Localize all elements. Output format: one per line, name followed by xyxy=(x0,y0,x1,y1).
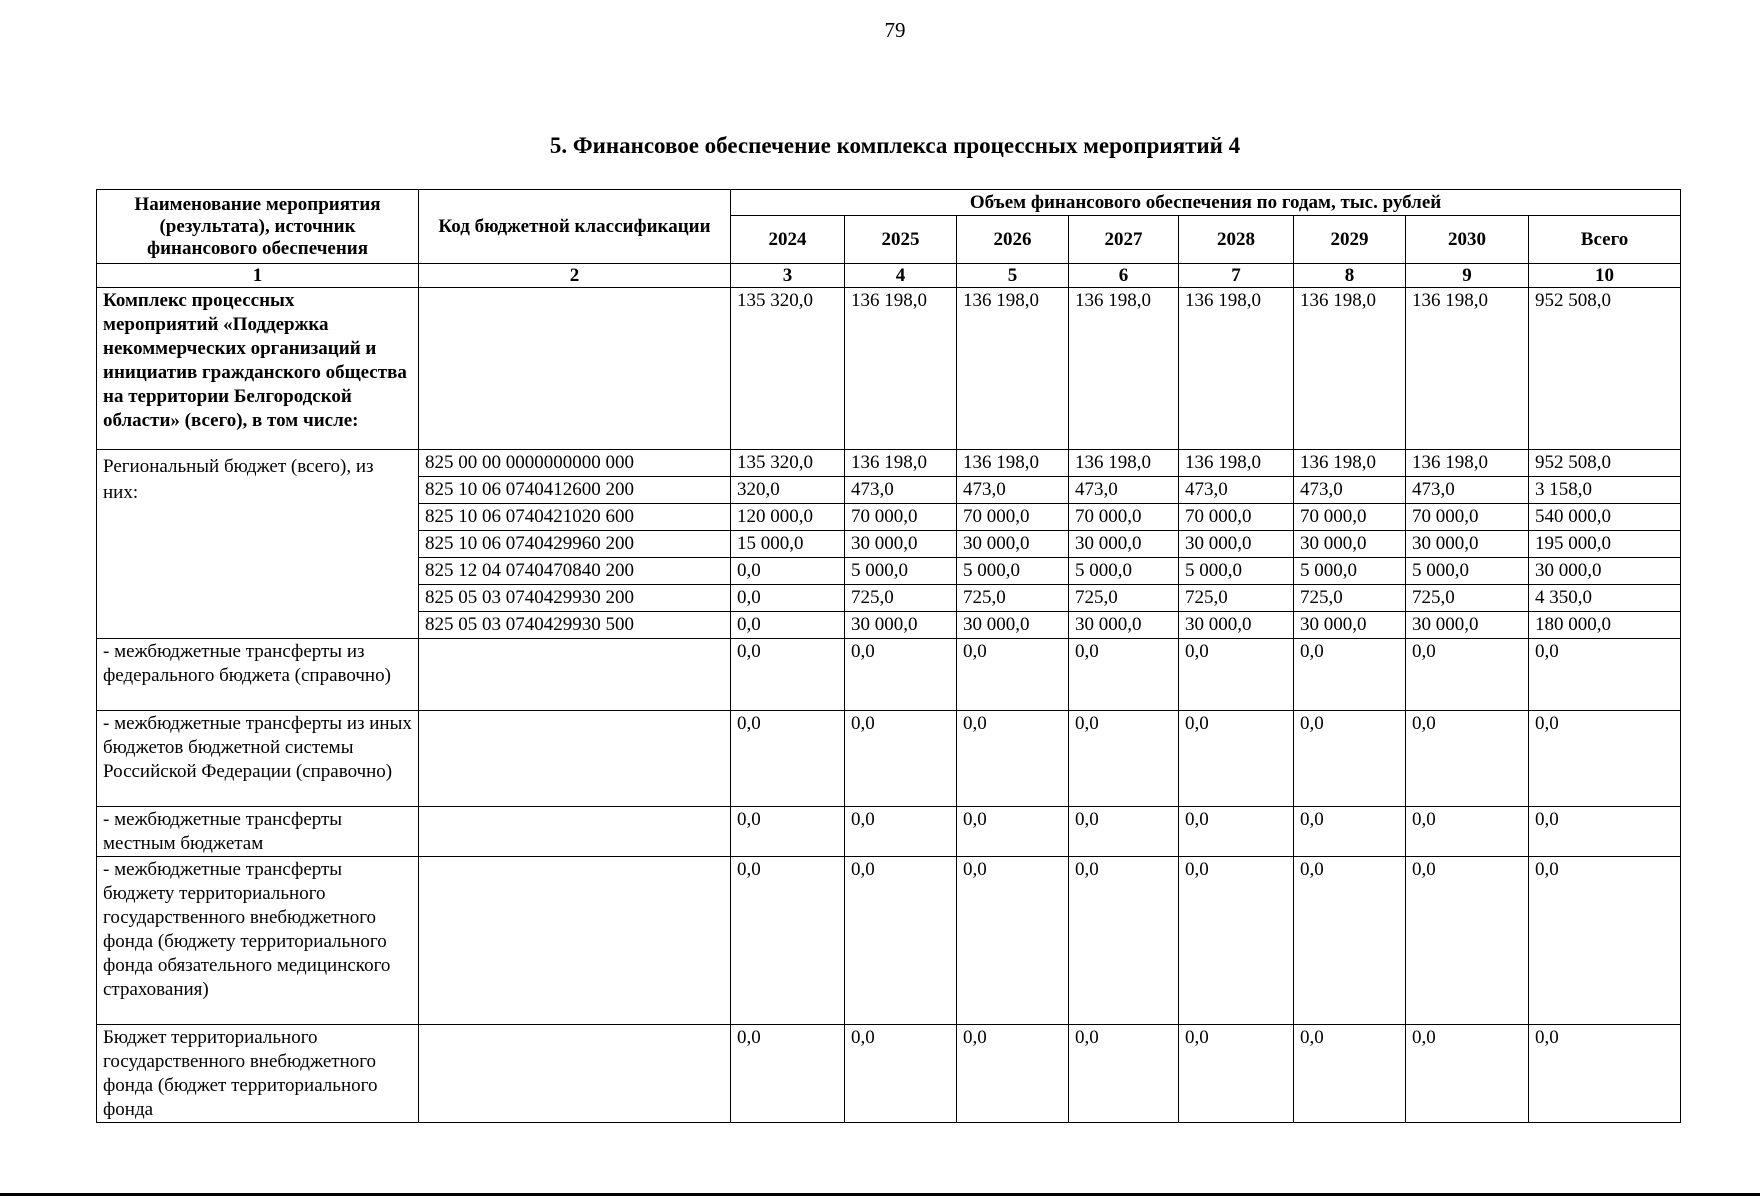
value-cell: 136 198,0 xyxy=(957,450,1069,477)
table-row xyxy=(97,288,1681,450)
table-row xyxy=(97,639,1681,711)
value-cell: 0,0 xyxy=(845,1025,957,1123)
value-cell: 30 000,0 xyxy=(1294,612,1406,639)
value-cell: 0,0 xyxy=(731,807,845,857)
value-cell: 30 000,0 xyxy=(1406,612,1529,639)
column-number: 8 xyxy=(1294,264,1406,288)
value-cell: 0,0 xyxy=(845,711,957,807)
value-cell: 725,0 xyxy=(1179,585,1294,612)
value-cell: 0,0 xyxy=(1179,807,1294,857)
value-cell: 0,0 xyxy=(957,857,1069,1025)
value-cell: 30 000,0 xyxy=(1179,612,1294,639)
value-cell: 136 198,0 xyxy=(845,288,957,450)
value-cell: 725,0 xyxy=(957,585,1069,612)
header-year: 2029 xyxy=(1294,216,1406,264)
value-cell: 0,0 xyxy=(1529,857,1681,1025)
value-cell: 70 000,0 xyxy=(1179,504,1294,531)
row-code: 825 10 06 0740412600 200 xyxy=(419,477,731,504)
value-cell: 135 320,0 xyxy=(731,450,845,477)
page-number: 79 xyxy=(884,18,906,42)
row-code: 825 00 00 0000000000 000 xyxy=(419,450,731,477)
value-cell: 0,0 xyxy=(1294,857,1406,1025)
value-cell: 135 320,0 xyxy=(731,288,845,450)
header-year: 2026 xyxy=(957,216,1069,264)
value-cell: 136 198,0 xyxy=(1179,288,1294,450)
value-cell: 120 000,0 xyxy=(731,504,845,531)
value-cell: 0,0 xyxy=(1069,807,1179,857)
value-cell: 0,0 xyxy=(1294,1025,1406,1123)
value-cell: 0,0 xyxy=(1179,639,1294,711)
header-year: 2027 xyxy=(1069,216,1179,264)
row-name: - межбюджетные трансферты местным бюджетам xyxy=(97,807,419,857)
row-name: Бюджет территориального государственного внебюджетного фонда (бюджет территориального фонда xyxy=(97,1025,419,1123)
value-cell: 5 000,0 xyxy=(1294,558,1406,585)
value-cell: 0,0 xyxy=(1406,807,1529,857)
value-cell: 15 000,0 xyxy=(731,531,845,558)
row-code xyxy=(419,1025,731,1123)
value-cell: 0,0 xyxy=(1294,807,1406,857)
column-number: 2 xyxy=(419,264,731,288)
value-cell: 136 198,0 xyxy=(1069,450,1179,477)
value-cell: 70 000,0 xyxy=(845,504,957,531)
value-cell: 0,0 xyxy=(1529,807,1681,857)
value-cell: 136 198,0 xyxy=(1406,450,1529,477)
row-code xyxy=(419,857,731,1025)
column-number: 4 xyxy=(845,264,957,288)
value-cell: 0,0 xyxy=(731,1025,845,1123)
value-cell: 0,0 xyxy=(845,857,957,1025)
header-year: 2028 xyxy=(1179,216,1294,264)
value-cell: 0,0 xyxy=(1069,857,1179,1025)
value-cell: 0,0 xyxy=(957,1025,1069,1123)
value-cell: 30 000,0 xyxy=(1069,612,1179,639)
value-cell: 136 198,0 xyxy=(1294,450,1406,477)
value-cell: 0,0 xyxy=(731,585,845,612)
value-cell: 320,0 xyxy=(731,477,845,504)
column-number: 5 xyxy=(957,264,1069,288)
value-cell: 136 198,0 xyxy=(845,450,957,477)
column-number: 6 xyxy=(1069,264,1179,288)
value-cell: 0,0 xyxy=(1406,711,1529,807)
value-cell: 725,0 xyxy=(845,585,957,612)
value-cell: 180 000,0 xyxy=(1529,612,1681,639)
value-cell: 5 000,0 xyxy=(957,558,1069,585)
value-cell: 0,0 xyxy=(1179,1025,1294,1123)
row-code xyxy=(419,711,731,807)
value-cell: 0,0 xyxy=(957,711,1069,807)
value-cell: 0,0 xyxy=(731,711,845,807)
value-cell: 473,0 xyxy=(957,477,1069,504)
value-cell: 5 000,0 xyxy=(845,558,957,585)
page-bottom-rule xyxy=(0,1193,1760,1196)
row-name: - межбюджетные трансферты из иных бюджетов бюджетной системы Российской Федерации (справочно) xyxy=(97,711,419,807)
table-row xyxy=(97,857,1681,1025)
value-cell: 195 000,0 xyxy=(1529,531,1681,558)
value-cell: 725,0 xyxy=(1406,585,1529,612)
value-cell: 30 000,0 xyxy=(1179,531,1294,558)
row-code xyxy=(419,807,731,857)
header-year: 2025 xyxy=(845,216,957,264)
value-cell: 473,0 xyxy=(1406,477,1529,504)
value-cell: 0,0 xyxy=(1294,711,1406,807)
column-number: 7 xyxy=(1179,264,1294,288)
value-cell: 0,0 xyxy=(731,639,845,711)
column-number: 9 xyxy=(1406,264,1529,288)
row-code: 825 05 03 0740429930 200 xyxy=(419,585,731,612)
row-name: Комплекс процессных мероприятий «Поддержка некоммерческих организаций и инициатив гражданского общества на территории Белгородской области» (всего), в том числе: xyxy=(97,288,419,450)
row-code: 825 10 06 0740429960 200 xyxy=(419,531,731,558)
value-cell: 473,0 xyxy=(1294,477,1406,504)
value-cell: 0,0 xyxy=(957,639,1069,711)
table-row xyxy=(97,450,1681,477)
value-cell: 0,0 xyxy=(1179,711,1294,807)
column-number: 3 xyxy=(731,264,845,288)
value-cell: 136 198,0 xyxy=(1406,288,1529,450)
table-row xyxy=(97,711,1681,807)
header-code: Код бюджетной классификации xyxy=(419,190,731,264)
value-cell: 30 000,0 xyxy=(1406,531,1529,558)
value-cell: 952 508,0 xyxy=(1529,288,1681,450)
value-cell: 30 000,0 xyxy=(957,531,1069,558)
column-number: 10 xyxy=(1529,264,1681,288)
value-cell: 0,0 xyxy=(1069,711,1179,807)
value-cell: 70 000,0 xyxy=(1294,504,1406,531)
value-cell: 70 000,0 xyxy=(1406,504,1529,531)
value-cell: 0,0 xyxy=(731,558,845,585)
value-cell: 30 000,0 xyxy=(1294,531,1406,558)
value-cell: 0,0 xyxy=(1069,1025,1179,1123)
table-row xyxy=(97,807,1681,857)
row-code xyxy=(419,639,731,711)
value-cell: 70 000,0 xyxy=(957,504,1069,531)
value-cell: 5 000,0 xyxy=(1179,558,1294,585)
value-cell: 540 000,0 xyxy=(1529,504,1681,531)
header-year: 2024 xyxy=(731,216,845,264)
value-cell: 0,0 xyxy=(1069,639,1179,711)
value-cell: 0,0 xyxy=(731,612,845,639)
value-cell: 0,0 xyxy=(1529,711,1681,807)
value-cell: 30 000,0 xyxy=(957,612,1069,639)
value-cell: 136 198,0 xyxy=(1069,288,1179,450)
value-cell: 30 000,0 xyxy=(1529,558,1681,585)
value-cell: 5 000,0 xyxy=(1069,558,1179,585)
value-cell: 70 000,0 xyxy=(1069,504,1179,531)
value-cell: 30 000,0 xyxy=(845,612,957,639)
header-total: Всего xyxy=(1529,216,1681,264)
value-cell: 0,0 xyxy=(1529,1025,1681,1123)
value-cell: 952 508,0 xyxy=(1529,450,1681,477)
value-cell: 0,0 xyxy=(1179,857,1294,1025)
value-cell: 725,0 xyxy=(1069,585,1179,612)
column-number: 1 xyxy=(97,264,419,288)
value-cell: 0,0 xyxy=(1406,639,1529,711)
value-cell: 0,0 xyxy=(1294,639,1406,711)
row-name: - межбюджетные трансферты бюджету территориального государственного внебюджетного фонда (бюджету территориального фонда обязательного медицинского страхования) xyxy=(97,857,419,1025)
row-code: 825 12 04 0740470840 200 xyxy=(419,558,731,585)
value-cell: 30 000,0 xyxy=(1069,531,1179,558)
value-cell: 473,0 xyxy=(845,477,957,504)
value-cell: 5 000,0 xyxy=(1406,558,1529,585)
row-code: 825 05 03 0740429930 500 xyxy=(419,612,731,639)
value-cell: 0,0 xyxy=(845,639,957,711)
document-title: 5. Финансовое обеспечение комплекса процессных мероприятий 4 xyxy=(549,133,1241,158)
value-cell: 0,0 xyxy=(1529,639,1681,711)
value-cell: 3 158,0 xyxy=(1529,477,1681,504)
value-cell: 4 350,0 xyxy=(1529,585,1681,612)
value-cell: 30 000,0 xyxy=(845,531,957,558)
row-name: Региональный бюджет (всего), из них: xyxy=(97,450,419,639)
table-row xyxy=(97,1025,1681,1123)
value-cell: 136 198,0 xyxy=(957,288,1069,450)
header-name: Наименование мероприятия (результата), источник финансового обеспечения xyxy=(97,190,419,264)
value-cell: 0,0 xyxy=(845,807,957,857)
value-cell: 0,0 xyxy=(731,857,845,1025)
header-volume: Объем финансового обеспечения по годам, тыс. рублей xyxy=(731,190,1681,216)
value-cell: 136 198,0 xyxy=(1294,288,1406,450)
value-cell: 0,0 xyxy=(1406,1025,1529,1123)
value-cell: 725,0 xyxy=(1294,585,1406,612)
value-cell: 473,0 xyxy=(1179,477,1294,504)
row-code xyxy=(419,288,731,450)
value-cell: 0,0 xyxy=(957,807,1069,857)
row-name: - межбюджетные трансферты из федерального бюджета (справочно) xyxy=(97,639,419,711)
value-cell: 0,0 xyxy=(1406,857,1529,1025)
financing-table xyxy=(96,189,1681,1123)
header-year: 2030 xyxy=(1406,216,1529,264)
value-cell: 136 198,0 xyxy=(1179,450,1294,477)
row-code: 825 10 06 0740421020 600 xyxy=(419,504,731,531)
value-cell: 473,0 xyxy=(1069,477,1179,504)
